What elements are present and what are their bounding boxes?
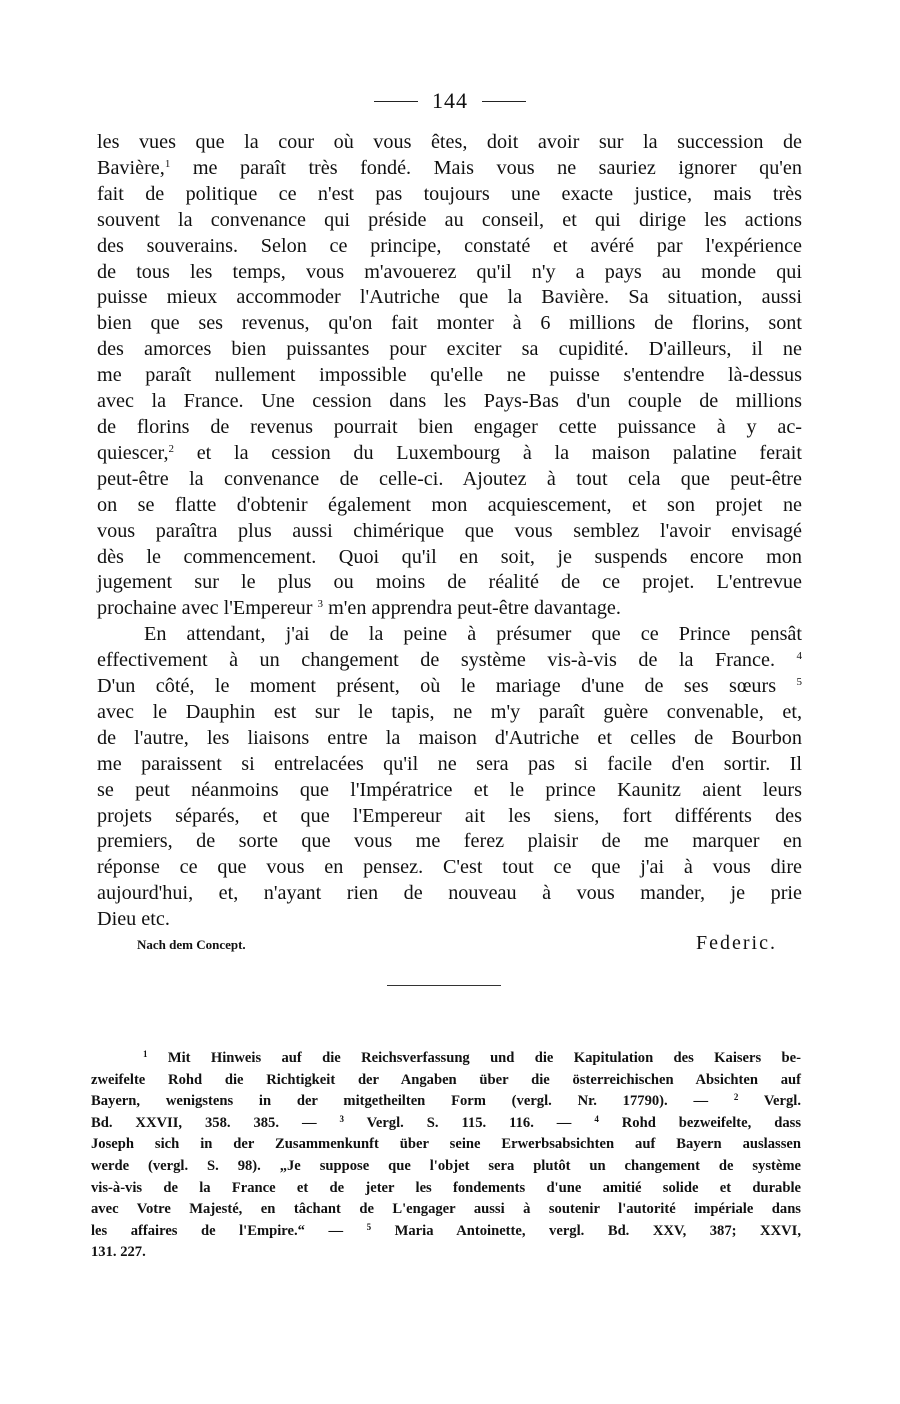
page-number: 144 [432, 88, 468, 113]
text-line: souvent la convenance qui préside au conseil, et qui dirige les actions [97, 208, 802, 231]
text-line: se peut néanmoins que l'Impératrice et le prince Kaunitz aient leurs [97, 778, 802, 801]
text-line: on se flatte d'obtenir également mon acquiescement, et son projet ne [97, 493, 802, 516]
header-rule-right [482, 101, 526, 102]
footnote-line: avec Votre Majesté, en tâchant de L'engager aussi à soutenir l'autorité impériale dans [91, 1201, 801, 1218]
text-line: quiescer,$^2$ et la cession du Luxembourg à la maison palatine ferait [97, 441, 802, 464]
text-line: des amorces bien puissantes pour exciter sa cupidité. D'ailleurs, il ne [97, 338, 802, 361]
text-line: de florins de revenus pourrait bien engager cette puissance à y ac- [97, 415, 802, 438]
footnote-line: $^1$ Mit Hinweis auf die Reichsverfassung und die Kapitulation des Kaisers be- [143, 1049, 801, 1066]
footnote-mark: 1 [164, 157, 171, 170]
text-line: de l'autre, les liaisons entre la maison d'Autriche et celles de Bourbon [97, 726, 802, 749]
text-line: de tous les temps, vous m'avouerez qu'il n'y a pays au monde qui [97, 260, 802, 283]
footnote-line: vis-à-vis de la France et de jeter les fondements d'une amitié solide et durable [91, 1179, 801, 1196]
footnote-number: 5 [366, 1221, 372, 1232]
text-line: les vues que la cour où vous êtes, doit avoir sur la succession de [97, 131, 802, 153]
text-line: D'un côté, le moment présent, où le mariage d'une de ses sœurs $^5$ [97, 675, 802, 698]
footnotes [91, 1048, 801, 1264]
footnote-separator [387, 985, 501, 986]
footnote-number: 2 [733, 1092, 739, 1103]
text-line: des souverains. Selon ce principe, constaté et avéré par l'expérience [97, 234, 802, 257]
footnote-number: 4 [594, 1113, 599, 1124]
footnote-mark: 5 [796, 676, 802, 689]
text-line: En attendant, j'ai de la peine à présumer que ce Prince pensât [144, 623, 802, 646]
footnote-line: les affaires de l'Empire.“ — $^5$ Maria Antoinette, vergl. Bd. XXV, 387; XXVI, [91, 1221, 801, 1239]
text-line: avec la France. Une cession dans les Pays-Bas d'un couple de millions [97, 390, 802, 413]
closing [137, 932, 777, 955]
footnote-line: 131. 227. [91, 1244, 146, 1261]
signature: Federic. [696, 932, 777, 954]
text-line: jugement sur le plus ou moins de réalité de ce projet. L'entrevue [97, 571, 802, 594]
text-line: premiers, de sorte que vous me ferez plaisir de me marquer en [97, 830, 802, 853]
text-line: projets séparés, et que l'Empereur ait les siens, fort différents des [97, 804, 802, 827]
text-line: peut-être la convenance de celle-ci. Ajoutez à tout cela que peut-être [97, 467, 802, 490]
footnote-line: Joseph sich in der Zusammenkunft über seine Erwerbsabsichten auf Bayern auslassen [91, 1136, 801, 1153]
text-line: dès le commencement. Quoi qu'il en soit, je suspends encore mon [97, 545, 802, 568]
footnote-mark: 2 [168, 442, 174, 455]
source-note: Nach dem Concept. [137, 937, 246, 952]
footnote-line: Bayern, wenigstens in der mitgetheilten Form (vergl. Nr. 17790). — $^2$ Vergl. [91, 1092, 801, 1110]
text-line: avec le Dauphin est sur le tapis, ne m'y paraît guère convenable, et, [97, 700, 802, 723]
footnote-line: Bd. XXVII, 358. 385. — $^3$ Vergl. S. 115. 116. — $^4$ Rohd bezweifelte, dass [91, 1113, 801, 1131]
letter-body [97, 130, 802, 933]
text-line: réponse ce que vous en pensez. C'est tout ce que j'ai à vous dire [97, 856, 802, 879]
text-line: prochaine avec l'Empereur $^3$ m'en apprendra peut-être davantage. [97, 597, 621, 620]
text-line: me paraissent si entrelacées qu'il ne sera pas si facile d'en sortir. Il [97, 752, 802, 775]
text-line: aujourd'hui, et, n'ayant rien de nouveau à vous mander, je prie [97, 882, 802, 905]
footnote-number: 3 [339, 1113, 344, 1124]
text-line: me paraît nullement impossible qu'elle ne puisse s'entendre là-dessus [97, 364, 802, 387]
footnote-number: 1 [143, 1049, 148, 1059]
text-line: bien que ses revenus, qu'on fait monter à 6 millions de florins, sont [97, 312, 802, 335]
text-line: puisse mieux accommoder l'Autriche que la Bavière. Sa situation, aussi [97, 286, 802, 309]
footnote-mark: 4 [796, 650, 803, 663]
text-line: Dieu etc. [97, 908, 170, 931]
footnote-line: zweifelte Rohd die Richtigkeit der Angaben über die österreichischen Absichten auf [91, 1071, 801, 1088]
text-line: Bavière,$^1$ me paraît très fondé. Mais vous ne sauriez ignorer qu'en [97, 156, 802, 179]
header-rule-left [374, 101, 418, 102]
footnote-line: werde (vergl. S. 98). „Je suppose que l'objet sera plutôt un changement de système [91, 1157, 801, 1174]
text-line: effectivement à un changement de système vis-à-vis de la France. $^4$ [97, 649, 803, 672]
page-header [0, 88, 900, 114]
text-line: vous paraîtra plus aussi chimérique que vous semblez l'avoir envisagé [97, 519, 802, 542]
footnote-mark: 3 [317, 598, 324, 611]
text-line: fait de politique ce n'est pas toujours une exacte justice, mais très [97, 182, 802, 205]
